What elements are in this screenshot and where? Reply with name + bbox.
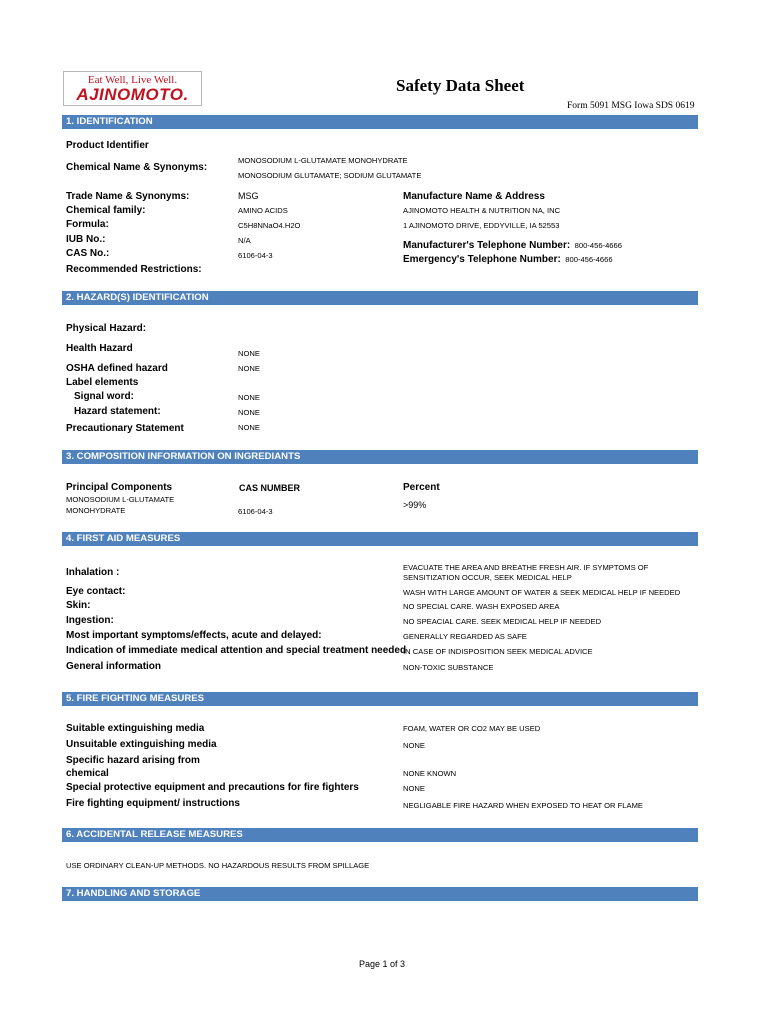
restrictions-label: Recommended Restrictions: xyxy=(66,264,202,275)
protective-equipment-value: NONE xyxy=(403,784,425,793)
specific-hazard-label-2: chemical xyxy=(66,768,109,779)
section-hazards-header: 2. HAZARD(S) IDENTIFICATION xyxy=(62,291,698,305)
emergency-phone-label: Emergency's Telephone Number: xyxy=(403,254,561,265)
section-accidental-release-header: 6. ACCIDENTAL RELEASE MEASURES xyxy=(62,828,698,842)
signal-word-label: Signal word: xyxy=(74,391,134,402)
fire-equipment-label: Fire fighting equipment/ instructions xyxy=(66,798,240,809)
cas-label: CAS No.: xyxy=(66,248,110,259)
ingestion-label: Ingestion: xyxy=(66,615,114,626)
manufacturer-address: 1 AJINOMOTO DRIVE, EDDYVILLE, IA 52553 xyxy=(403,221,560,230)
skin-label: Skin: xyxy=(66,600,91,611)
general-info-label: General information xyxy=(66,661,162,672)
precautionary-value: NONE xyxy=(238,423,260,432)
unsuitable-media-value: NONE xyxy=(403,741,425,750)
cas-value: 6106-04-3 xyxy=(238,251,273,260)
fire-equipment-value: NEGLIGABLE FIRE HAZARD WHEN EXPOSED TO HEAT OR FLAME xyxy=(403,801,643,810)
page-number: Page 1 of 3 xyxy=(359,959,406,969)
medical-attention-value: IN CASE OF INDISPOSITION SEEK MEDICAL ADVICE xyxy=(403,647,593,656)
eye-contact-label: Eye contact: xyxy=(66,586,126,597)
formula-value: C5H8NNaO4.H2O xyxy=(238,221,301,230)
ingestion-value: NO SPEACIAL CARE. SEEK MEDICAL HELP IF NEEDED xyxy=(403,617,602,626)
suitable-media-value: FOAM, WATER OR CO2 MAY BE USED xyxy=(403,724,541,733)
component-name-line-1: MONOSODIUM L-GLUTAMATE xyxy=(66,495,175,504)
document-title: Safety Data Sheet xyxy=(396,76,525,95)
logo-brand: AJINOMOTO. xyxy=(76,85,189,104)
emergency-phone-row xyxy=(403,249,613,267)
percent-header: Percent xyxy=(403,482,440,493)
hazard-statement-value: NONE xyxy=(238,408,260,417)
manufacturer-phone-label: Manufacturer's Telephone Number: xyxy=(403,240,571,251)
product-identifier-label: Product Identifier xyxy=(66,140,149,151)
inhalation-label: Inhalation : xyxy=(66,567,120,578)
trade-name-label: Trade Name & Synonyms: xyxy=(66,191,190,202)
signal-word-value: NONE xyxy=(238,393,260,402)
trade-name-value: MSG xyxy=(238,191,259,201)
chemical-family-value: AMINO ACIDS xyxy=(238,206,288,215)
company-logo xyxy=(63,71,202,106)
health-hazard-label: Health Hazard xyxy=(66,343,133,354)
component-cas: 6106-04-3 xyxy=(238,507,273,516)
accidental-release-text: USE ORDINARY CLEAN-UP METHODS. NO HAZARDOUS RESULTS FROM SPILLAGE xyxy=(66,861,370,870)
health-hazard-value: NONE xyxy=(238,349,260,358)
general-info-value: NON-TOXIC SUBSTANCE xyxy=(403,663,494,672)
unsuitable-media-label: Unsuitable extinguishing media xyxy=(66,739,217,750)
medical-attention-label: Indication of immediate medical attention and special treatment needed xyxy=(66,645,407,656)
osha-hazard-value: NONE xyxy=(238,364,260,373)
specific-hazard-value: NONE KNOWN xyxy=(403,769,457,778)
chemical-name-value-2: MONOSODIUM GLUTAMATE; SODIUM GLUTAMATE xyxy=(238,171,422,180)
specific-hazard-label-1: Specific hazard arising from xyxy=(66,755,200,766)
symptoms-value: GENERALLY REGARDED AS SAFE xyxy=(403,632,527,641)
component-name-line-2: MONOHYDRATE xyxy=(66,506,126,515)
principal-components-label: Principal Components xyxy=(66,482,173,493)
inhalation-value-1: EVACUATE THE AREA AND BREATHE FRESH AIR. IF SYMPTOMS OF xyxy=(403,563,649,572)
section-handling-storage-header: 7. HANDLING AND STORAGE xyxy=(62,887,698,901)
eye-contact-value: WASH WITH LARGE AMOUNT OF WATER & SEEK MEDICAL HELP IF NEEDED xyxy=(403,588,681,597)
chemical-family-label: Chemical family: xyxy=(66,205,146,216)
suitable-media-label: Suitable extinguishing media xyxy=(66,723,205,734)
symptoms-label: Most important symptoms/effects, acute and delayed: xyxy=(66,630,322,641)
formula-label: Formula: xyxy=(66,219,109,230)
iub-value: N/A xyxy=(238,236,251,245)
section-identification-header: 1. IDENTIFICATION xyxy=(62,115,698,129)
form-number: Form 5091 MSG Iowa SDS 0619 xyxy=(567,101,695,111)
manufacturer-heading: Manufacture Name & Address xyxy=(403,191,545,202)
hazard-statement-label: Hazard statement: xyxy=(74,406,161,417)
cas-number-header: CAS NUMBER xyxy=(239,483,301,493)
component-percent: >99% xyxy=(403,500,427,510)
chemical-name-label: Chemical Name & Synonyms: xyxy=(66,162,208,173)
section-first-aid-header: 4. FIRST AID MEASURES xyxy=(62,532,698,546)
physical-hazard-label: Physical Hazard: xyxy=(66,323,147,334)
chemical-name-value-1: MONOSODIUM L-GLUTAMATE MONOHYDRATE xyxy=(238,156,408,165)
logo-tagline: Eat Well, Live Well. xyxy=(87,74,178,86)
iub-label: IUB No.: xyxy=(66,234,106,245)
inhalation-value-2: SENSITIZATION OCCUR, SEEK MEDICAL HELP xyxy=(403,573,572,582)
label-elements-label: Label elements xyxy=(66,377,139,388)
section-fire-fighting-header: 5. FIRE FIGHTING MEASURES xyxy=(62,692,698,706)
section-composition-header: 3. COMPOSITION INFORMATION ON INGREDIANTS xyxy=(62,450,698,464)
manufacturer-name: AJINOMOTO HEALTH & NUTRITION NA, INC xyxy=(403,206,561,215)
protective-equipment-label: Special protective equipment and precautions for fire fighters xyxy=(66,782,359,793)
emergency-phone-value: 800-456-4666 xyxy=(565,255,613,264)
skin-value: NO SPECIAL CARE. WASH EXPOSED AREA xyxy=(403,602,560,611)
manufacturer-phone-value: 800-456-4666 xyxy=(574,241,622,250)
precautionary-label: Precautionary Statement xyxy=(66,423,184,434)
osha-hazard-label: OSHA defined hazard xyxy=(66,363,168,374)
